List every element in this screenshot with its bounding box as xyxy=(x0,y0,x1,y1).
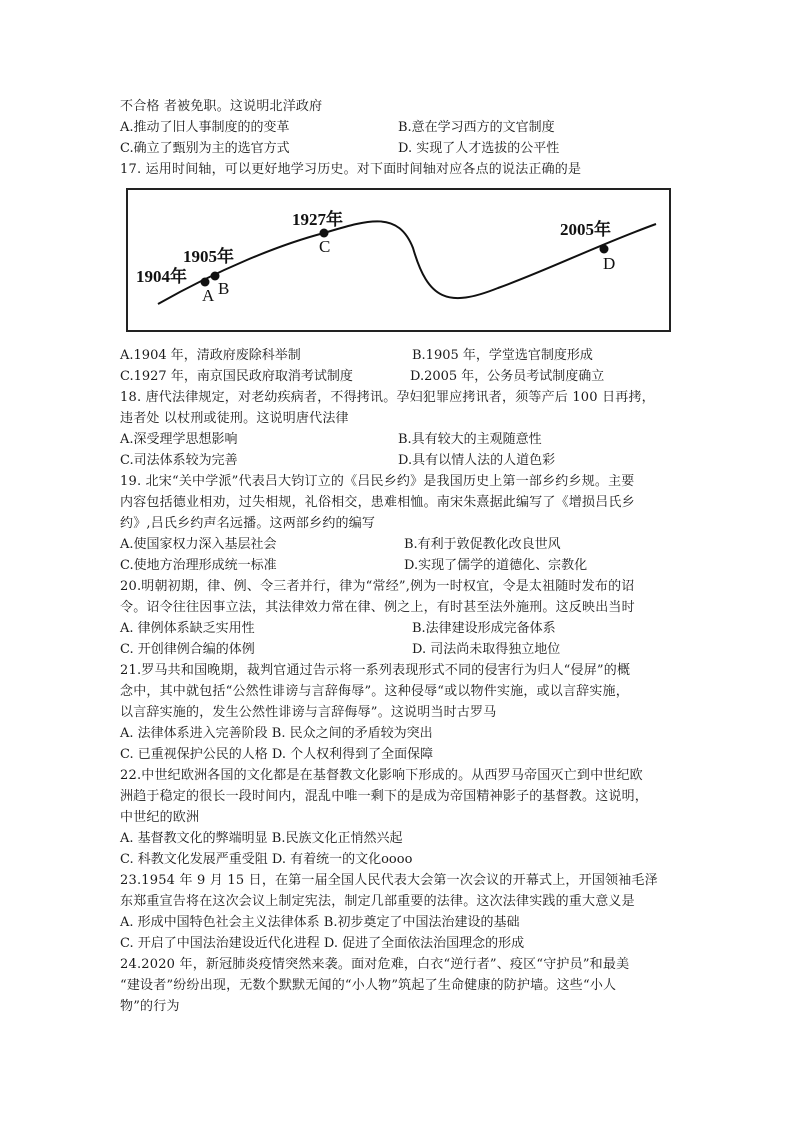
q21-stem-line-3: 以言辞实施的，发生公然性诽谤与言辞侮辱”。这说明当时古罗马 xyxy=(120,705,497,720)
q21-options-cd[interactable]: C. 已重视保护公民的人格 D. 个人权利得到了全面保障 xyxy=(120,747,434,762)
point-b-label: B xyxy=(218,279,230,298)
q18-stem-line-2: 违者处 以杖刑或徒刑。这说明唐代法律 xyxy=(120,411,349,426)
point-a-label: A xyxy=(202,286,215,305)
q24-stem-line-1: 24.2020 年，新冠肺炎疫情突然来袭。面对危难，白衣“逆行者”、疫区“守护员”和最美 xyxy=(120,957,630,972)
q20-option-a[interactable]: A. 律例体系缺乏实用性 xyxy=(120,621,255,636)
q18-option-b[interactable]: B.具有较大的主观随意性 xyxy=(398,432,542,447)
q23-options-cd[interactable]: C. 开启了中国法治建设近代化进程 D. 促进了全面依法治国理念的形成 xyxy=(120,936,525,951)
q16-option-a[interactable]: A.推动了旧人事制度的的变革 xyxy=(120,120,290,135)
q22-stem-line-3: 中世纪的欧洲 xyxy=(120,810,200,825)
q21-stem-line-1: 21.罗马共和国晚期，裁判官通过告示将一系列表现形式不同的侵害行为归人“侵屏”的概 xyxy=(120,663,631,678)
q21-stem-line-2: 念中，其中就包括“公然性诽谤与言辞侮辱”。这种侵辱“或以物件实施，或以言辞实施， xyxy=(120,684,629,699)
q24-stem-line-3: 物”的行为 xyxy=(120,999,180,1014)
q19-stem-line-2: 内容包括德业相劝，过失相规，礼俗相交，患难相恤。南宋朱熹据此编写了《增损吕氏乡 xyxy=(120,495,635,510)
q22-options-cd[interactable]: C. 科教文化发展严重受阻 D. 有着统一的文化oooo xyxy=(120,852,413,867)
q23-options-ab[interactable]: A. 形成中国特色社会主义法律体系 B.初步奠定了中国法治建设的基础 xyxy=(120,915,520,930)
q18-option-d[interactable]: D.具有以情人法的人道色彩 xyxy=(398,453,556,468)
q18-option-a[interactable]: A.深受理学思想影响 xyxy=(120,432,238,447)
q24-stem-line-2: “建设者”纷纷出现，无数个默默无闻的“小人物”筑起了生命健康的防护墙。这些“小人 xyxy=(120,978,617,993)
label-1927: 1927年 xyxy=(292,210,343,229)
q19-stem-line-1: 19. 北宋“关中学派”代表吕大钧订立的《吕民乡约》是我国历史上第一部乡约乡规。主要 xyxy=(120,474,635,489)
q17-option-a[interactable]: A.1904 年，清政府废除科举制 xyxy=(120,348,301,363)
q16-option-b[interactable]: B.意在学习西方的文官制度 xyxy=(398,120,555,135)
label-1905: 1905年 xyxy=(183,247,234,266)
q16-option-c[interactable]: C.确立了甄别为主的选官方式 xyxy=(120,141,290,156)
q20-stem-line-1: 20.明朝初期，律、例、令三者并行，律为“常经”,例为一时权宜，令是太祖随时发布的诏 xyxy=(120,579,635,594)
q18-option-c[interactable]: C.司法体系较为完善 xyxy=(120,453,238,468)
q21-options-ab[interactable]: A. 法律体系进入完善阶段 B. 民众之间的矛盾较为突出 xyxy=(120,726,433,741)
q20-option-d[interactable]: D. 司法尚未取得独立地位 xyxy=(412,642,561,657)
q17-stem: 17. 运用时间轴，可以更好地学习历史。对下面时间轴对应各点的说法正确的是 xyxy=(120,162,582,177)
q22-stem-line-1: 22.中世纪欧洲各国的文化都是在基督教文化影响下形成的。从西罗马帝国灭亡到中世纪欧 xyxy=(120,768,643,783)
timeline-figure xyxy=(126,188,671,332)
q22-stem-line-2: 洲趋于稳定的很长一段时间内，混乱中唯一剩下的是成为帝国精神影子的基督教。这说明， xyxy=(120,789,649,804)
q19-option-c[interactable]: C.使地方治理形成统一标准 xyxy=(120,558,277,573)
q17-option-c[interactable]: C.1927 年，南京国民政府取消考试制度 xyxy=(120,369,353,384)
label-2005: 2005年 xyxy=(560,220,611,239)
q23-stem-line-1: 23.1954 年 9 月 15 日，在第一届全国人民代表大会第一次会议的开幕式上，开国领袖毛泽 xyxy=(120,873,658,888)
q19-option-b[interactable]: B.有利于敦促教化改良世风 xyxy=(404,537,561,552)
q20-option-b[interactable]: B.法律建设形成完备体系 xyxy=(412,621,556,636)
q18-stem-line-1: 18. 唐代法律规定，对老幼疾病者，不得拷讯。孕妇犯罪应拷讯者，须等产后 100 日再拷， xyxy=(120,390,655,405)
q17-option-b[interactable]: B.1905 年，学堂选官制度形成 xyxy=(412,348,593,363)
q19-stem-line-3: 约》,吕氏乡约声名远播。这两部乡约的编写 xyxy=(120,516,376,531)
q19-option-a[interactable]: A.使国家权力深入基层社会 xyxy=(120,537,277,552)
label-1904: 1904年 xyxy=(136,267,187,286)
q16-stem-tail: 不合格 者被免职。这说明北洋政府 xyxy=(120,99,323,114)
q17-option-d[interactable]: D.2005 年，公务员考试制度确立 xyxy=(410,369,605,384)
point-d-label: D xyxy=(603,254,616,273)
q22-options-ab[interactable]: A. 基督教文化的弊端明显 B.民族文化正悄然兴起 xyxy=(120,831,403,846)
q16-option-d[interactable]: D. 实现了人才选拔的公平性 xyxy=(398,141,560,156)
q19-option-d[interactable]: D.实现了儒学的道德化、宗教化 xyxy=(404,558,588,573)
point-d-marker xyxy=(600,245,609,254)
q23-stem-line-2: 东郑重宣告将在这次会议上制定宪法，制定几部重要的法律。这次法律实践的重大意义是 xyxy=(120,894,635,909)
point-c-label: C xyxy=(319,237,331,256)
q20-stem-line-2: 令。诏令往往因事立法，其法律效力常在律、例之上，有时甚至法外施刑。这反映出当时 xyxy=(120,600,635,615)
q20-option-c[interactable]: C. 开创律例合编的体例 xyxy=(120,642,255,657)
